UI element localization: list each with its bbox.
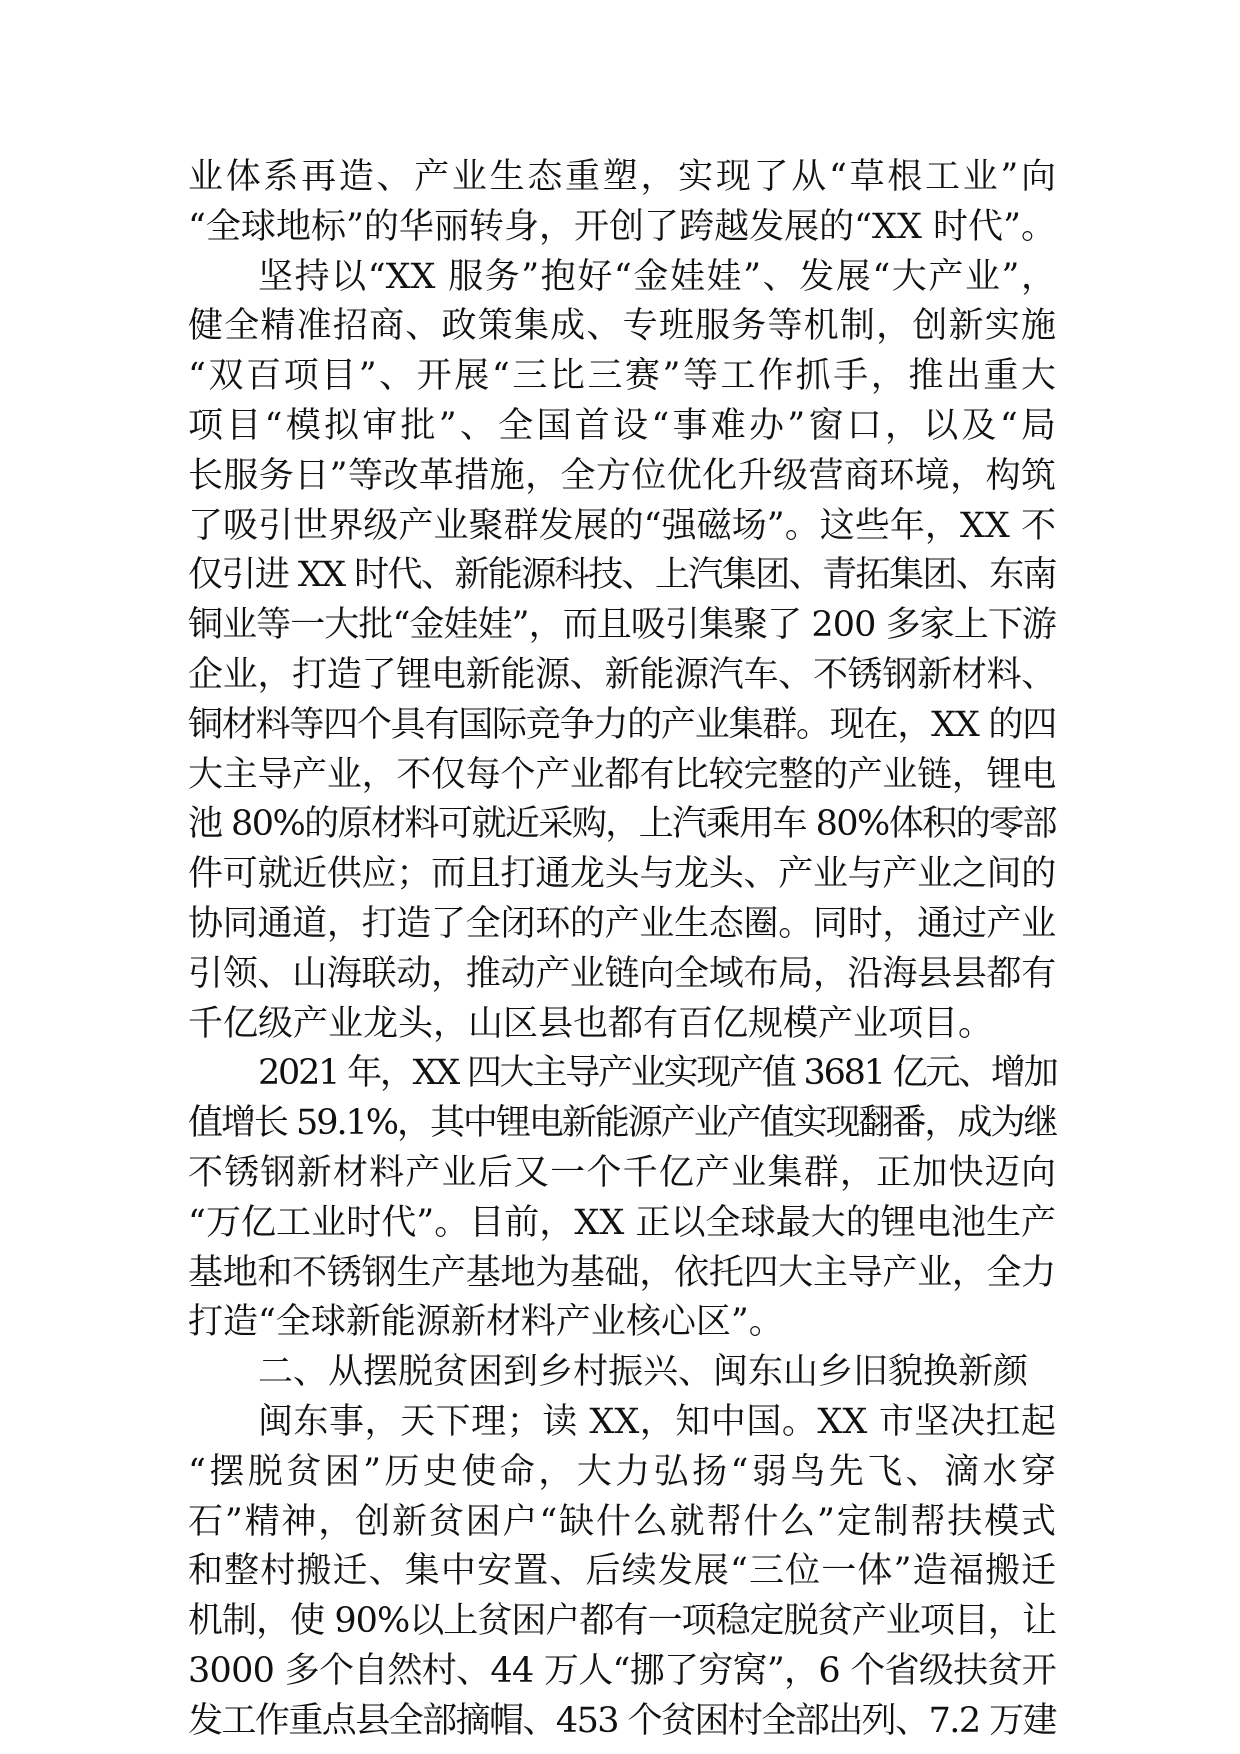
- text-line: 不锈钢新材料产业后又一个千亿产业集群，正加快迈向: [188, 1152, 1056, 1193]
- text-line: “摆脱贫困”历史使命，大力弘扬“弱鸟先飞、滴水穿: [188, 1451, 1056, 1492]
- text-line: 件可就近供应；而且打通龙头与龙头、产业与产业之间的: [188, 854, 1057, 895]
- text-line: 铜材料等四个具有国际竞争力的产业集群。现在，XX 的四: [188, 704, 1056, 745]
- text-line: 打造“全球新能源新材料产业核心区”。: [188, 1302, 784, 1343]
- text-line: 和整村搬迁、集中安置、后续发展“三位一体”造福搬迁: [188, 1551, 1056, 1592]
- text-line: 协同通道，打造了全闭环的产业生态圈。同时，通过产业: [188, 903, 1057, 944]
- text-line: “全球地标”的华丽转身，开创了跨越发展的“XX 时代”。: [188, 206, 1056, 247]
- text-line: 项目“模拟审批”、全国首设“事难办”窗口，以及“局: [188, 405, 1056, 446]
- text-line: 企业，打造了锂电新能源、新能源汽车、不锈钢新材料、: [188, 654, 1057, 695]
- text-line: 坚持以“XX 服务”抱好“金娃娃”、发展“大产业”，: [258, 256, 1056, 297]
- text-line: “双百项目”、开展“三比三赛”等工作抓手，推出重大: [188, 356, 1056, 397]
- text-line: 大主导产业，不仅每个产业都有比较完整的产业链，锂电: [188, 754, 1057, 795]
- text-line: 仅引进 XX 时代、新能源科技、上汽集团、青拓集团、东南: [188, 555, 1057, 596]
- text-line: 闽东事，天下理；读 XX，知中国。XX 市坚决扛起: [258, 1401, 1056, 1442]
- text-line: 健全精准招商、政策集成、专班服务等机制，创新实施: [188, 306, 1056, 347]
- text-line: 基地和不锈钢生产基地为基础，依托四大主导产业，全力: [188, 1252, 1057, 1293]
- text-line: 发工作重点县全部摘帽、453 个贫困村全部出列、7.2 万建: [188, 1700, 1056, 1741]
- text-line: 3000 多个自然村、44 万人“挪了穷窝”，6 个省级扶贫开: [188, 1650, 1057, 1691]
- document-page: [188, 153, 1056, 1747]
- text-line: 千亿级产业龙头，山区县也都有百亿规模产业项目。: [188, 1003, 994, 1044]
- text-line: 了吸引世界级产业聚群发展的“强磁场”。这些年，XX 不: [188, 505, 1056, 546]
- text-line: 引领、山海联动，推动产业链向全域布局，沿海县县都有: [188, 953, 1057, 994]
- text-line: 机制，使 90%以上贫困户都有一项稳定脱贫产业项目，让: [188, 1601, 1056, 1642]
- text-line: 值增长 59.1%，其中锂电新能源产业产值实现翻番，成为继: [188, 1103, 1057, 1144]
- text-line: 池 80%的原材料可就近采购，上汽乘用车 80%体积的零部: [188, 804, 1056, 845]
- text-line: 业体系再造、产业生态重塑，实现了从“草根工业”向: [188, 157, 1056, 197]
- text-line: 2021 年，XX 四大主导产业实现产值 3681 亿元、增加: [258, 1053, 1057, 1094]
- text-line: 长服务日”等改革措施，全方位优化升级营商环境，构筑: [188, 455, 1056, 496]
- text-line: “万亿工业时代”。目前，XX 正以全球最大的锂电池生产: [188, 1202, 1056, 1243]
- text-line: 石”精神，创新贫困户“缺什么就帮什么”定制帮扶模式: [188, 1501, 1056, 1542]
- text-line: 铜业等一大批“金娃娃”，而且吸引集聚了 200 多家上下游: [188, 605, 1056, 646]
- text-line: 二、从摆脱贫困到乡村振兴、闽东山乡旧貌换新颜: [258, 1352, 1029, 1393]
